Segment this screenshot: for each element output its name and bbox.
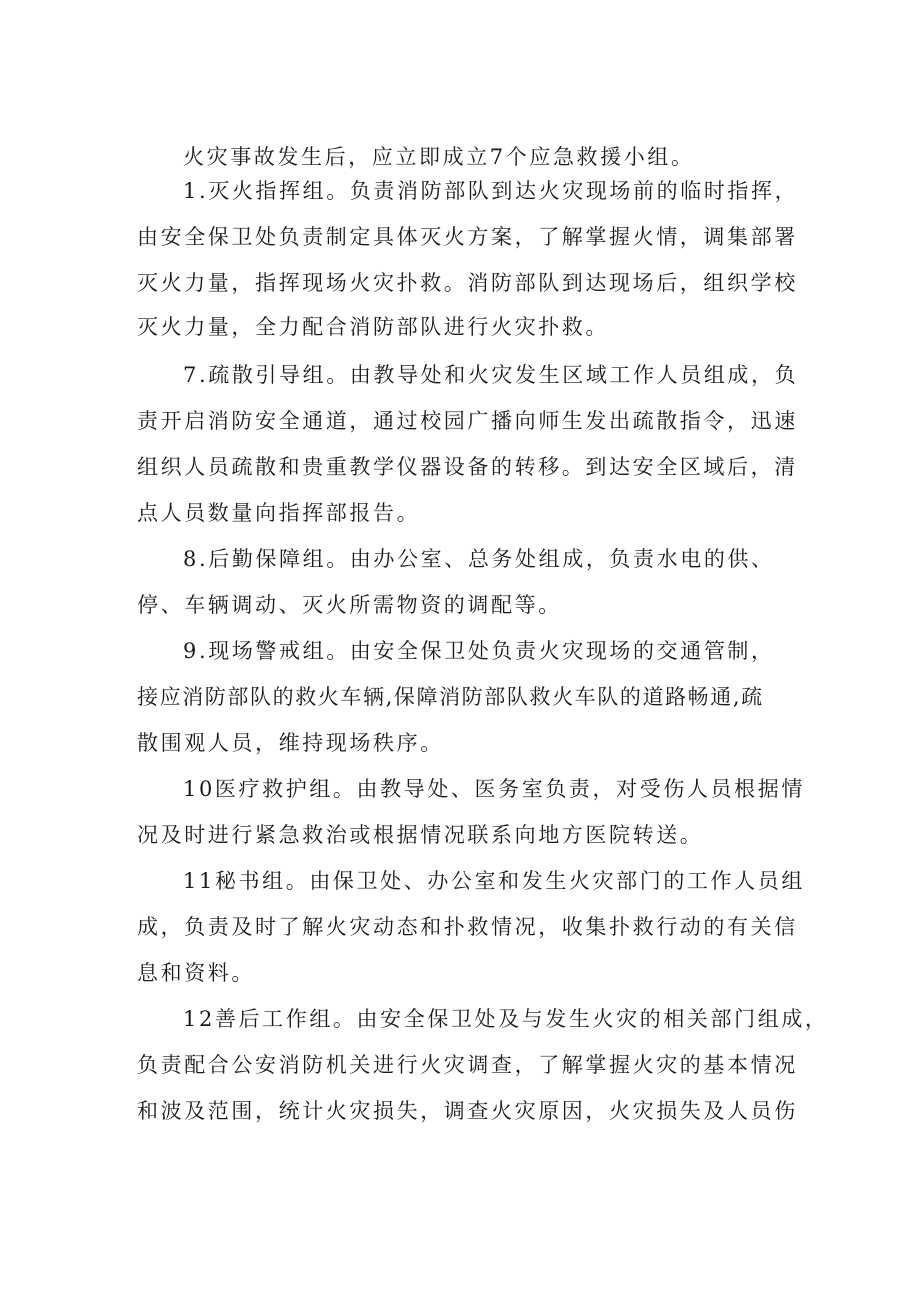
item-12-aftermath: 12善后工作组。由安全保卫处及与发生火灾的相关部门组成， xyxy=(183,1007,829,1031)
paragraph-line: 息和资料。 xyxy=(137,961,255,985)
item-10-medical: 10医疗救护组。由教导处、医务室负责，对受伤人员根据情 xyxy=(183,777,805,801)
item-1-fire-command: 1.灭火指挥组。负责消防部队到达火灾现场前的临时指挥， xyxy=(183,179,799,203)
paragraph-line: 和波及范围，统计火灾损失，调查火灾原因，火灾损失及人员伤 xyxy=(137,1099,798,1123)
paragraph-line: 成，负责及时了解火灾动态和扑救情况，收集扑救行动的有关信 xyxy=(137,915,798,939)
paragraph-line: 组织人员疏散和贵重教学仪器设备的转移。到达安全区域后，清 xyxy=(137,455,798,479)
item-7-evacuation: 7.疏散引导组。由教导处和火灾发生区域工作人员组成，负 xyxy=(183,363,799,387)
item-9-site-security: 9.现场警戒组。由安全保卫处负责火灾现场的交通管制， xyxy=(183,639,775,663)
paragraph-line: 停、车辆调动、灭火所需物资的调配等。 xyxy=(137,593,562,617)
paragraph-line: 负责配合公安消防机关进行火灾调查，了解掌握火灾的基本情况 xyxy=(137,1053,798,1077)
item-8-logistics: 8.后勤保障组。由办公室、总务处组成，负责水电的供、 xyxy=(183,547,775,571)
intro-paragraph: 火灾事故发生后，应立即成立7个应急救援小组。 xyxy=(183,145,695,169)
item-11-secretary: 11秘书组。由保卫处、办公室和发生火灾部门的工作人员组 xyxy=(183,869,805,893)
paragraph-line: 散围观人员，维持现场秩序。 xyxy=(137,731,444,755)
paragraph-line: 责开启消防安全通道，通过校园广播向师生发出疏散指令，迅速 xyxy=(137,409,798,433)
paragraph-line: 点人员数量向指挥部报告。 xyxy=(137,501,421,525)
paragraph-line: 灭火力量，全力配合消防部队进行火灾扑救。 xyxy=(137,315,609,339)
paragraph-line: 由安全保卫处负责制定具体灭火方案，了解掌握火情，调集部署 xyxy=(137,225,798,249)
paragraph-line: 灭火力量，指挥现场火灾扑救。消防部队到达现场后，组织学校 xyxy=(137,271,798,295)
paragraph-line: 接应消防部队的救火车辆,保障消防部队救火车队的道路畅通,疏 xyxy=(137,685,764,709)
paragraph-line: 况及时进行紧急救治或根据情况联系向地方医院转送。 xyxy=(137,823,704,847)
